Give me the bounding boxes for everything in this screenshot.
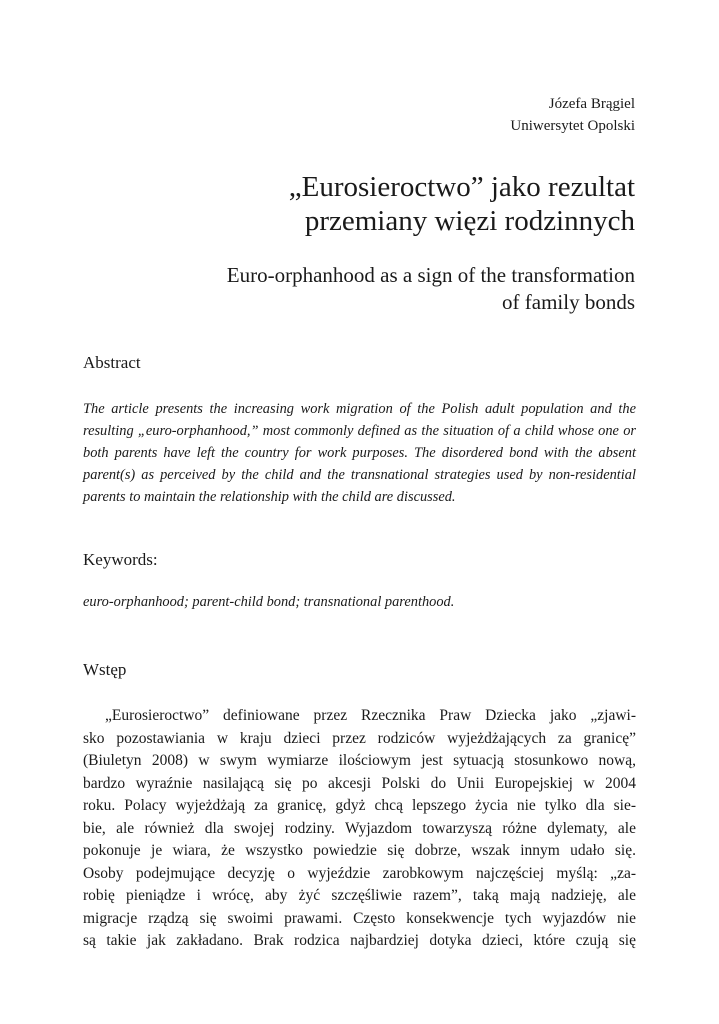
article-title-english-line-2: of family bonds — [502, 290, 635, 314]
article-title-line-2: przemiany więzi rodzinnych — [304, 205, 635, 237]
keywords-text: euro-orphanhood; parent-child bond; transnational parenthood. — [83, 594, 455, 610]
abstract-heading: Abstract — [83, 353, 141, 372]
paragraph-line: bie, ale również dla swojej rodziny. Wyjazdom towarzyszą różne dylematy, ale — [83, 819, 636, 837]
article-title-line-1: „Eurosieroctwo” jako rezultat — [288, 171, 635, 203]
paragraph-line: robię pieniądze i wrócę, aby żyć szczęśliwie razem”, taką mają nadzieję, ale — [83, 887, 636, 904]
paragraph-line: są takie jak zakładano. Brak rodzica najbardziej dotyka dzieci, które czują się — [83, 932, 636, 949]
author-name: Józefa Brągiel — [548, 96, 635, 112]
keywords-heading: Keywords: — [83, 550, 158, 569]
paragraph-line: roku. Polacy wyjeżdżają za granicę, gdyż chcą lepszego życia nie tylko dla sie- — [83, 797, 636, 814]
introduction-paragraph — [83, 705, 636, 953]
article-title-english-line-1: Euro-orphanhood as a sign of the transformation — [226, 263, 635, 287]
paragraph-line: pokonuje je wiara, że wszystko powiedzie się dobrze, wszak innym udało się. — [83, 842, 636, 859]
introduction-heading: Wstęp — [83, 660, 127, 679]
author-block — [510, 93, 635, 137]
paragraph-line: migracje rządzą się swoimi prawami. Często konsekwencje tych wyjazdów nie — [83, 909, 636, 927]
paragraph-line: sko pozostawiania w kraju dzieci przez rodziców wyjeżdżających za granicę” — [83, 729, 636, 747]
paragraph-line: Osoby podejmujące decyzję o wyjeździe zarobkowym najczęściej myślą: „za- — [83, 864, 636, 882]
paragraph-line: (Biuletyn 2008) w swym wymiarze ilościowym jest sytuacją stosunkowo nową, — [83, 752, 636, 769]
article-title — [75, 170, 635, 238]
paragraph-line: „Eurosieroctwo” definiowane przez Rzecznika Praw Dziecka jako „zjawi- — [105, 707, 636, 724]
paragraph-line: bardzo wyraźnie nasilającą się po akcesji Polski do Unii Europejskiej w 2004 — [83, 774, 636, 792]
abstract-text: The article presents the increasing work migration of the Polish adult population and the resulting „euro-orphanhood,” most commonly defined as the situation of a child whose one or both parents have left the country for work purposes. The disordered bond with the absent parent(s) as perceived by the child and the transnational strategies used by non-residential parents to maintain the relationship with the child are discussed. — [83, 401, 636, 505]
author-affiliation: Uniwersytet Opolski — [510, 118, 635, 134]
article-title-english — [75, 262, 635, 316]
